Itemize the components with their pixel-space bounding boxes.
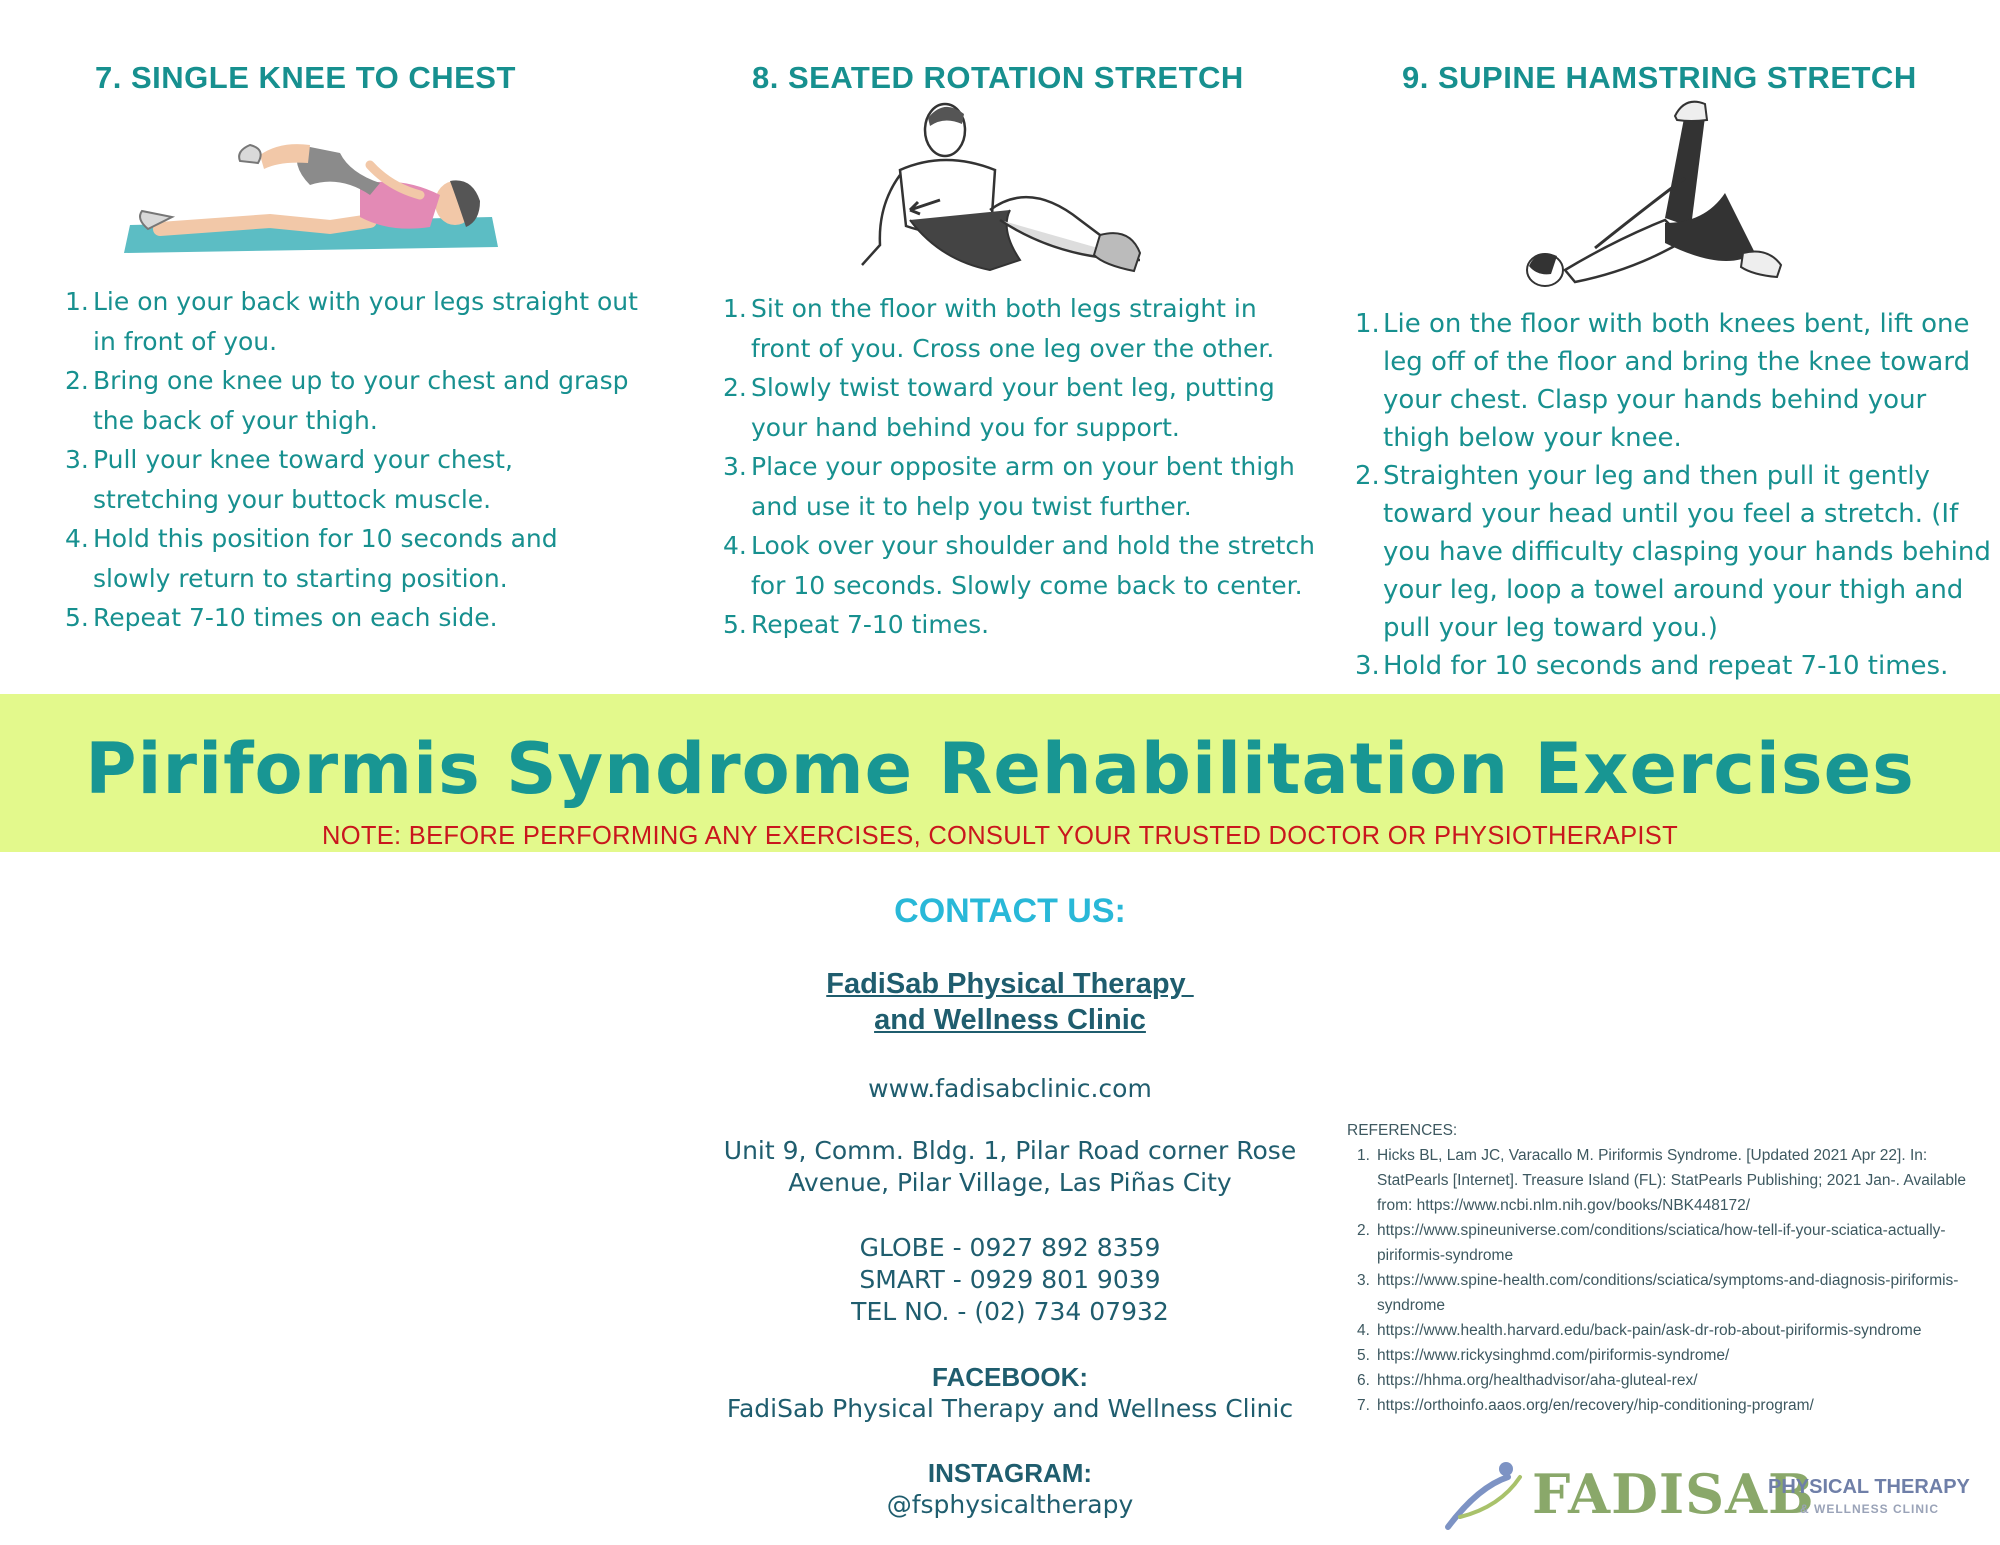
- clinic-name-line2: and Wellness Clinic: [874, 1004, 1146, 1036]
- page-title: Piriformis Syndrome Rehabilitation Exercises: [85, 728, 1915, 810]
- facebook-value[interactable]: FadiSab Physical Therapy and Wellness Clinic: [726, 1394, 1294, 1423]
- list-item: 1. Hicks BL, Lam JC, Varacallo M. Piriformis Syndrome. [Updated 2021 Apr 22]. In: StatPearls [Internet]. Treasure Island (FL): StatPearls Publishing; 2021 Jan-. Available from: https://www.ncbi.nlm.nih.gov/books/NBK448172/: [1357, 1147, 1967, 1214]
- list-item: 2. Straighten your leg and then pull it gently toward your head until you feel a stretch. (If you have difficulty clasping your hands behind your leg, loop a towel around your thigh and pull your leg toward you.): [1355, 461, 1991, 643]
- references: [1347, 1118, 1987, 1418]
- logo-tagline-2: & WELLNESS CLINIC: [1800, 1502, 1939, 1516]
- address-line1: Unit 9, Comm. Bldg. 1, Pilar Road corner Rose: [723, 1136, 1297, 1165]
- exercise-8-title: 8. SEATED ROTATION STRETCH: [752, 60, 1244, 95]
- phone-smart: SMART - 0929 801 9039: [859, 1265, 1161, 1294]
- references-list: [1347, 1143, 1987, 1418]
- list-item: 2. https://www.spineuniverse.com/conditions/sciatica/how-tell-if-your-sciatica-actually-piriformis-syndrome: [1357, 1222, 1946, 1264]
- list-item: 1. Lie on the floor with both knees bent, lift one leg off of the floor and bring the knee toward your chest. Clasp your hands behind your thigh below your knee.: [1355, 309, 1971, 453]
- instagram-block: [700, 1458, 1320, 1521]
- facebook-label: FACEBOOK:: [932, 1362, 1088, 1392]
- exercise-7-title: 7. SINGLE KNEE TO CHEST: [95, 60, 516, 95]
- address: [700, 1135, 1320, 1199]
- list-item: 2. Bring one knee up to your chest and grasp the back of your thigh.: [65, 366, 629, 435]
- list-item: 4. Look over your shoulder and hold the stretch for 10 seconds. Slowly come back to center.: [723, 531, 1315, 600]
- instagram-label: INSTAGRAM:: [927, 1458, 1093, 1488]
- clinic-name: [700, 966, 1320, 1038]
- exercise-9-steps: [1355, 305, 1995, 685]
- supine-hamstring-illustration: [1515, 98, 1785, 298]
- contact-heading: CONTACT US:: [894, 892, 1126, 930]
- list-item: 3. Place your opposite arm on your bent thigh and use it to help you twist further.: [723, 452, 1295, 521]
- list-item: 2. Slowly twist toward your bent leg, putting your hand behind you for support.: [723, 373, 1275, 442]
- list-item: 3. Hold for 10 seconds and repeat 7-10 times.: [1355, 651, 1949, 681]
- phone-numbers: [700, 1232, 1320, 1328]
- list-item: 6. https://hhma.org/healthadvisor/aha-gluteal-rex/: [1357, 1372, 1698, 1389]
- disclaimer-note: NOTE: BEFORE PERFORMING ANY EXERCISES, CONSULT YOUR TRUSTED DOCTOR OR PHYSIOTHERAPIST: [322, 822, 1678, 850]
- list-item: 3. https://www.spine-health.com/conditions/sciatica/symptoms-and-diagnosis-piriformis-syndrome: [1357, 1272, 1959, 1314]
- references-heading: REFERENCES:: [1347, 1122, 1458, 1139]
- facebook-block: [700, 1362, 1320, 1425]
- list-item: 1. Sit on the floor with both legs straight in front of you. Cross one leg over the other.: [723, 294, 1275, 363]
- exercise-9-title: 9. SUPINE HAMSTRING STRETCH: [1402, 60, 1917, 95]
- list-item: 5. Repeat 7-10 times.: [723, 610, 990, 639]
- phone-tel: TEL NO. - (02) 734 07932: [851, 1297, 1169, 1326]
- list-item: 4. https://www.health.harvard.edu/back-pain/ask-dr-rob-about-piriformis-syndrome: [1357, 1322, 1922, 1339]
- instagram-value[interactable]: @fsphysicaltherapy: [886, 1490, 1134, 1519]
- address-line2: Avenue, Pilar Village, Las Piñas City: [788, 1168, 1232, 1197]
- phone-globe: GLOBE - 0927 892 8359: [859, 1233, 1161, 1262]
- exercise-7-steps: [65, 282, 640, 638]
- list-item: 4. Hold this position for 10 seconds and slowly return to starting position.: [65, 524, 558, 593]
- list-item: 7. https://orthoinfo.aaos.org/en/recovery/hip-conditioning-program/: [1357, 1397, 1814, 1414]
- exercise-8-steps: [723, 289, 1323, 645]
- logo-tagline-1: PHYSICAL THERAPY: [1768, 1476, 1970, 1498]
- clinic-name-line1: FadiSab Physical Therapy: [826, 968, 1194, 1000]
- list-item: 5. https://www.rickysinghmd.com/piriformis-syndrome/: [1357, 1347, 1730, 1364]
- website-link[interactable]: www.fadisabclinic.com: [868, 1074, 1152, 1103]
- seated-rotation-illustration: [840, 100, 1160, 292]
- knee-to-chest-illustration: [120, 125, 505, 257]
- list-item: 1. Lie on your back with your legs straight out in front of you.: [65, 287, 638, 356]
- list-item: 3. Pull your knee toward your chest, stretching your buttock muscle.: [65, 445, 513, 514]
- clinic-logo: [1440, 1455, 1980, 1535]
- list-item: 5. Repeat 7-10 times on each side.: [65, 603, 498, 632]
- logo-wordmark: FADISAB: [1532, 1462, 1815, 1526]
